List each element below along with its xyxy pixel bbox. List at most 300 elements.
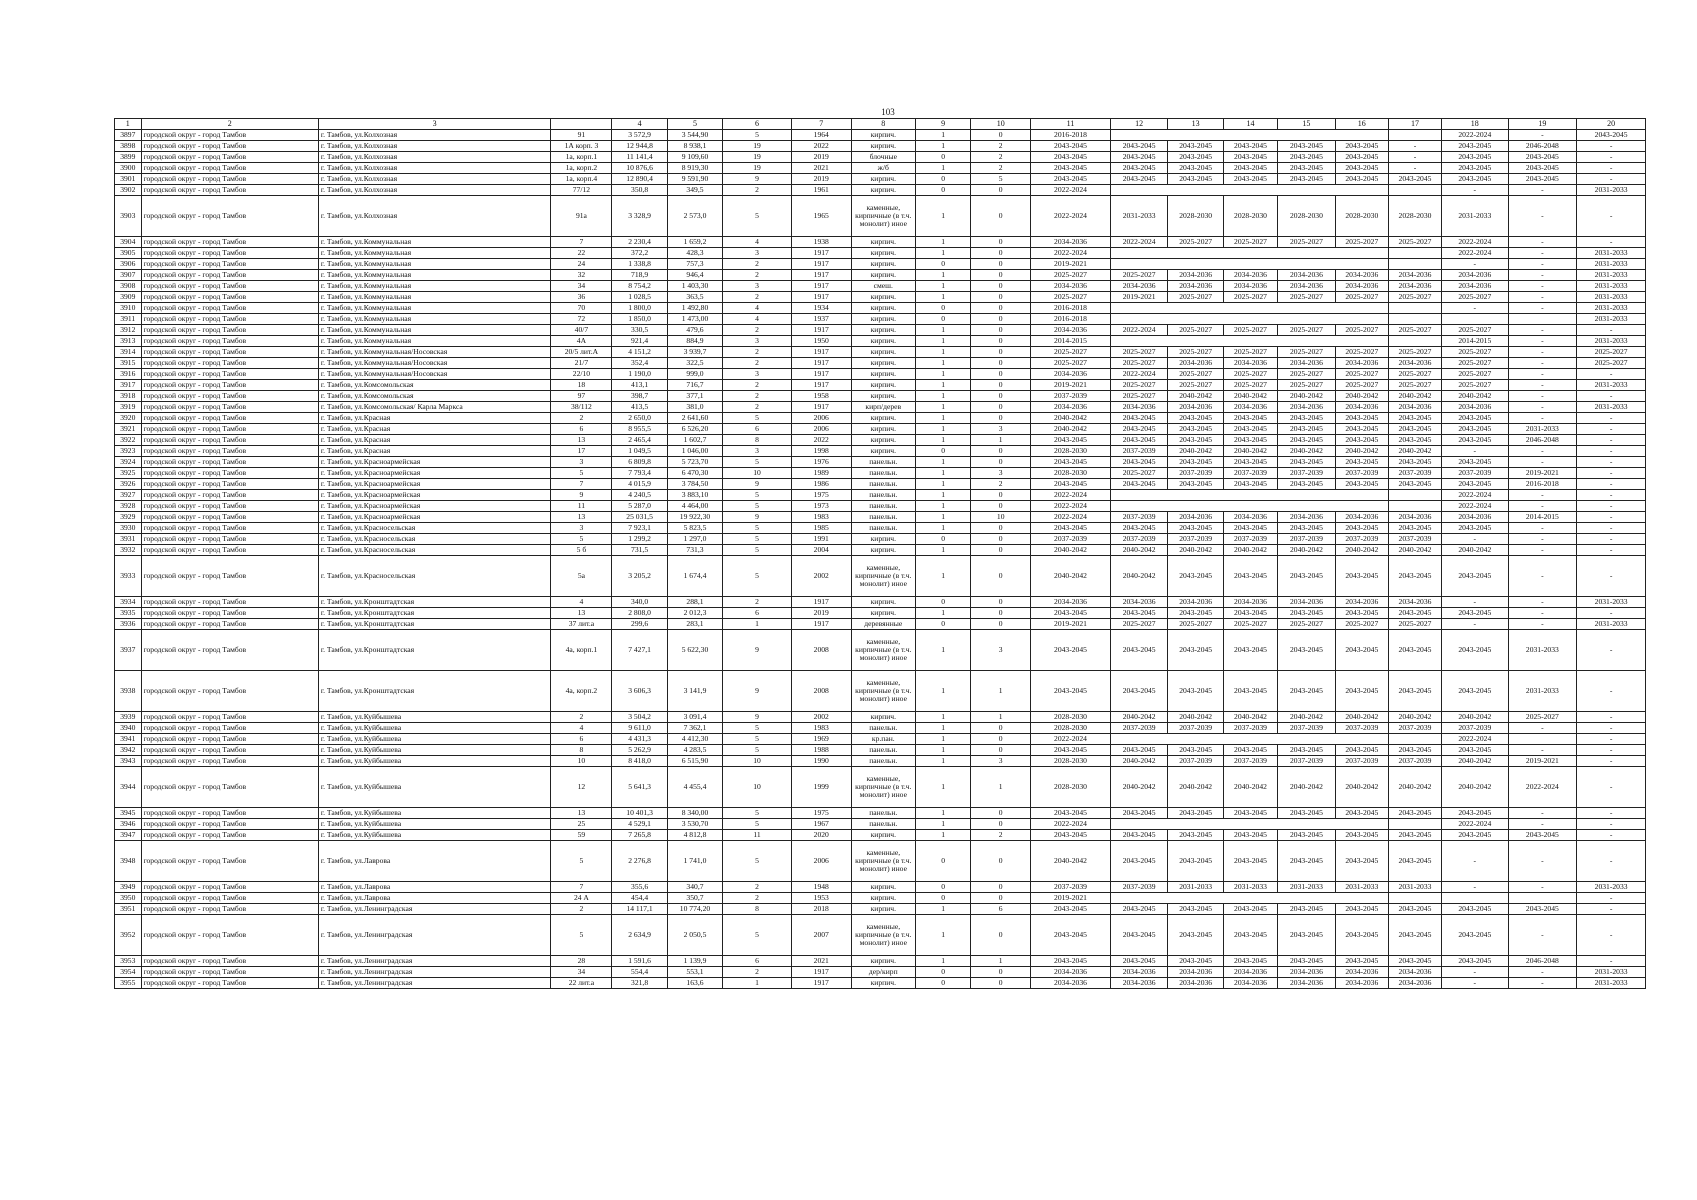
table-cell: 1	[915, 435, 970, 446]
table-cell: городской округ - город Тамбов	[141, 391, 318, 402]
table-cell: 2043-2045	[1442, 630, 1508, 671]
table-row	[115, 402, 1646, 413]
table-cell: 1	[915, 630, 970, 671]
table-cell: 1 800,0	[612, 303, 667, 314]
table-cell: 12 944,8	[612, 141, 667, 152]
table-row	[115, 767, 1646, 808]
table-cell: 2037-2039	[1168, 534, 1223, 545]
table-cell: 1	[915, 734, 970, 745]
table-cell: 2034-2036	[1031, 978, 1111, 989]
table-row	[115, 152, 1646, 163]
table-cell: 3901	[115, 174, 142, 185]
table-cell: 2043-2045	[1388, 413, 1441, 424]
table-cell: 2031-2033	[1442, 196, 1508, 237]
table-cell: 2043-2045	[1223, 630, 1277, 671]
table-cell: панельн.	[851, 756, 915, 767]
table-cell: 4а, корп.2	[551, 671, 612, 712]
housing-repair-schedule-table	[114, 118, 1646, 989]
table-cell: 2007	[791, 915, 851, 956]
table-cell: 2025-2027	[1335, 325, 1388, 336]
table-cell: 2043-2045	[1110, 956, 1168, 967]
table-cell: 2006	[791, 841, 851, 882]
table-cell: 2043-2045	[1335, 163, 1388, 174]
table-row	[115, 435, 1646, 446]
table-cell: 2046-2048	[1508, 435, 1577, 446]
table-cell: 4 283,5	[667, 745, 722, 756]
table-cell: 2034-2036	[1031, 237, 1111, 248]
table-cell: 1	[723, 619, 792, 630]
table-cell: 3944	[115, 767, 142, 808]
table-cell: 2028-2030	[1388, 196, 1441, 237]
table-cell: 3926	[115, 479, 142, 490]
table-cell: 1961	[791, 185, 851, 196]
table-cell	[1388, 893, 1441, 904]
table-cell: 2034-2036	[1110, 281, 1168, 292]
table-cell: 9	[723, 174, 792, 185]
table-cell: 1	[915, 904, 970, 915]
table-cell: 1950	[791, 336, 851, 347]
table-cell: 2043-2045	[1442, 424, 1508, 435]
table-cell	[1388, 819, 1441, 830]
table-cell: 7 427,1	[612, 630, 667, 671]
table-cell: 9	[723, 630, 792, 671]
table-cell: панельн.	[851, 512, 915, 523]
table-cell: 2043-2045	[1110, 523, 1168, 534]
table-cell: -	[1442, 967, 1508, 978]
table-cell: 2025-2027	[1278, 619, 1336, 630]
table-cell: 1	[915, 808, 970, 819]
table-cell: 7	[551, 237, 612, 248]
table-cell: 2037-2039	[1442, 723, 1508, 734]
table-cell: 2034-2036	[1388, 402, 1441, 413]
table-cell: 2025-2027	[1168, 347, 1223, 358]
table-cell: 2025-2027	[1031, 347, 1111, 358]
table-cell: 3946	[115, 819, 142, 830]
table-cell: 1	[915, 745, 970, 756]
table-cell: 5	[723, 545, 792, 556]
table-cell: 0	[971, 380, 1031, 391]
table-cell: 1а, корп.2	[551, 163, 612, 174]
table-cell: 2037-2039	[1168, 756, 1223, 767]
table-cell: 2040-2042	[1388, 712, 1441, 723]
table-cell: 6	[723, 424, 792, 435]
table-cell: панельн.	[851, 523, 915, 534]
table-cell: 3	[723, 336, 792, 347]
table-cell: городской округ - город Тамбов	[141, 893, 318, 904]
table-cell: 10	[971, 512, 1031, 523]
table-cell: 2043-2045	[1335, 608, 1388, 619]
table-cell: 1	[971, 435, 1031, 446]
table-cell: 2043-2045	[1278, 413, 1336, 424]
table-cell: 2043-2045	[1223, 424, 1277, 435]
table-cell: кирпич.	[851, 608, 915, 619]
table-cell: 1	[723, 978, 792, 989]
table-cell: 2 230,4	[612, 237, 667, 248]
table-cell: 1	[915, 915, 970, 956]
column-number: 6	[723, 119, 792, 130]
table-cell: 1917	[791, 281, 851, 292]
table-cell: 1 659,2	[667, 237, 722, 248]
table-cell: 2043-2045	[1442, 479, 1508, 490]
table-cell: 2031-2033	[1577, 380, 1646, 391]
table-row	[115, 314, 1646, 325]
table-cell: 2043-2045	[1278, 424, 1336, 435]
table-cell: 32	[551, 270, 612, 281]
table-cell: -	[1577, 608, 1646, 619]
table-cell: 3 205,2	[612, 556, 667, 597]
table-cell: -	[1577, 808, 1646, 819]
table-row	[115, 292, 1646, 303]
table-cell: 2040-2042	[1110, 756, 1168, 767]
table-cell: 21/7	[551, 358, 612, 369]
table-row	[115, 734, 1646, 745]
table-cell: 0	[971, 808, 1031, 819]
table-cell: 2043-2045	[1168, 904, 1223, 915]
table-cell: 2043-2045	[1223, 808, 1277, 819]
table-cell: 2019-2021	[1031, 893, 1111, 904]
table-cell: -	[1577, 196, 1646, 237]
table-cell: 2031-2033	[1278, 882, 1336, 893]
table-cell: 1991	[791, 534, 851, 545]
table-cell: 2025-2027	[1110, 619, 1168, 630]
table-cell: 1	[971, 671, 1031, 712]
table-cell: -	[1577, 479, 1646, 490]
table-cell: 2	[723, 597, 792, 608]
table-cell: -	[1577, 512, 1646, 523]
table-cell: 7 265,8	[612, 830, 667, 841]
table-cell: 2043-2045	[1278, 457, 1336, 468]
table-cell: 2043-2045	[1278, 915, 1336, 956]
table-row	[115, 358, 1646, 369]
table-cell: 2034-2036	[1388, 978, 1441, 989]
table-cell: 1	[915, 196, 970, 237]
table-cell: 6	[723, 608, 792, 619]
table-row	[115, 893, 1646, 904]
table-row	[115, 671, 1646, 712]
table-cell: городской округ - город Тамбов	[141, 314, 318, 325]
table-cell: 1988	[791, 745, 851, 756]
table-cell: кирпич.	[851, 597, 915, 608]
table-cell: 2043-2045	[1110, 630, 1168, 671]
table-cell: 2	[723, 402, 792, 413]
table-cell: 0	[971, 915, 1031, 956]
table-cell: 2037-2039	[1223, 534, 1277, 545]
table-row	[115, 369, 1646, 380]
table-cell: 2025-2027	[1442, 369, 1508, 380]
table-cell: 2034-2036	[1442, 512, 1508, 523]
merged-period-cell	[1110, 734, 1388, 745]
table-cell: 2034-2036	[1335, 597, 1388, 608]
table-cell: 2025-2027	[1508, 712, 1577, 723]
merged-period-cell	[1110, 185, 1388, 196]
table-cell: 2037-2039	[1388, 723, 1441, 734]
table-cell: 5 287,0	[612, 501, 667, 512]
table-cell: 2043-2045	[1031, 956, 1111, 967]
table-cell: 2043-2045	[1335, 841, 1388, 882]
table-cell: 3930	[115, 523, 142, 534]
table-cell: кирпич.	[851, 336, 915, 347]
table-cell: 0	[971, 556, 1031, 597]
table-cell: 19	[723, 152, 792, 163]
table-cell: 3933	[115, 556, 142, 597]
table-cell: 5	[723, 723, 792, 734]
table-cell: городской округ - город Тамбов	[141, 608, 318, 619]
table-cell: 1917	[791, 380, 851, 391]
table-cell: городской округ - город Тамбов	[141, 597, 318, 608]
table-cell: 3 530,70	[667, 819, 722, 830]
table-cell: г. Тамбов, ул.Куйбышева	[318, 734, 551, 745]
table-cell: городской округ - город Тамбов	[141, 196, 318, 237]
table-cell: 2025-2027	[1335, 369, 1388, 380]
table-cell: 1	[915, 479, 970, 490]
table-cell: 1917	[791, 597, 851, 608]
table-cell: городской округ - город Тамбов	[141, 819, 318, 830]
table-cell: 1917	[791, 248, 851, 259]
table-cell: -	[1577, 163, 1646, 174]
table-cell: 2043-2045	[1031, 174, 1111, 185]
table-cell: 2043-2045	[1442, 830, 1508, 841]
table-cell: городской округ - город Тамбов	[141, 259, 318, 270]
table-cell: г. Тамбов, ул.Колхозная	[318, 185, 551, 196]
table-cell: 0	[971, 237, 1031, 248]
table-cell: 2014-2015	[1508, 512, 1577, 523]
table-cell: каменные, кирпичные (в т.ч. монолит) иное	[851, 915, 915, 956]
table-cell: 718,9	[612, 270, 667, 281]
table-cell: 2043-2045	[1508, 152, 1577, 163]
table-row	[115, 130, 1646, 141]
table-cell: 6	[723, 956, 792, 967]
table-row	[115, 446, 1646, 457]
table-cell: 2040-2042	[1278, 712, 1336, 723]
table-cell: 2043-2045	[1388, 457, 1441, 468]
table-cell: 1917	[791, 978, 851, 989]
table-cell: 13	[551, 608, 612, 619]
table-cell: 5	[551, 841, 612, 882]
table-cell: 19	[723, 141, 792, 152]
table-cell: 2043-2045	[1031, 141, 1111, 152]
table-cell: 2025-2027	[1442, 325, 1508, 336]
table-cell: 2040-2042	[1031, 424, 1111, 435]
table-cell: 5 641,3	[612, 767, 667, 808]
table-cell: 716,7	[667, 380, 722, 391]
table-cell: 2022-2024	[1442, 490, 1508, 501]
table-cell: -	[1508, 336, 1577, 347]
table-cell: 3909	[115, 292, 142, 303]
table-cell: 2025-2027	[1278, 237, 1336, 248]
table-cell: г. Тамбов, ул.Коммунальная/Носовская	[318, 369, 551, 380]
table-cell: 1	[915, 956, 970, 967]
table-cell: -	[1577, 325, 1646, 336]
column-number: 18	[1442, 119, 1508, 130]
table-cell: 2043-2045	[1110, 424, 1168, 435]
table-cell: 0	[915, 893, 970, 904]
column-number: 8	[851, 119, 915, 130]
table-cell: 2034-2036	[1388, 512, 1441, 523]
table-cell: -	[1388, 141, 1441, 152]
table-cell: кирпич.	[851, 248, 915, 259]
table-cell: городской округ - город Тамбов	[141, 358, 318, 369]
table-cell: 3917	[115, 380, 142, 391]
table-cell: 2025-2027	[1335, 237, 1388, 248]
table-cell: 2031-2033	[1335, 882, 1388, 893]
table-cell: г. Тамбов, ул.Красносельская	[318, 534, 551, 545]
table-cell: 2043-2045	[1223, 830, 1277, 841]
table-row	[115, 523, 1646, 534]
table-cell: 2043-2045	[1278, 479, 1336, 490]
table-cell: 3918	[115, 391, 142, 402]
table-cell: 340,7	[667, 882, 722, 893]
table-cell: кирпич.	[851, 185, 915, 196]
table-row	[115, 380, 1646, 391]
table-cell: -	[1508, 402, 1577, 413]
table-cell: -	[1508, 248, 1577, 259]
table-cell: кирп/дерев	[851, 402, 915, 413]
table-cell: г. Тамбов, ул.Ленинградская	[318, 904, 551, 915]
table-cell: г. Тамбов, ул.Коммунальная	[318, 237, 551, 248]
table-cell: 10	[723, 756, 792, 767]
table-cell: 2019	[791, 152, 851, 163]
table-cell: 2	[971, 479, 1031, 490]
table-cell: г. Тамбов, ул.Коммунальная	[318, 270, 551, 281]
table-cell: 12	[551, 767, 612, 808]
table-cell: 6	[551, 734, 612, 745]
table-row	[115, 196, 1646, 237]
table-cell: 3910	[115, 303, 142, 314]
table-cell: -	[1577, 556, 1646, 597]
table-cell: 3931	[115, 534, 142, 545]
table-cell: 9 591,90	[667, 174, 722, 185]
table-cell: -	[1577, 830, 1646, 841]
table-cell: 2025-2027	[1110, 380, 1168, 391]
table-cell: -	[1577, 841, 1646, 882]
table-cell: 2043-2045	[1278, 904, 1336, 915]
table-cell: 2031-2033	[1223, 882, 1277, 893]
table-cell: 2028-2030	[1031, 723, 1111, 734]
table-cell: 2025-2027	[1442, 347, 1508, 358]
table-cell: 0	[971, 281, 1031, 292]
table-cell: 1 741,0	[667, 841, 722, 882]
table-cell: 2043-2045	[1110, 152, 1168, 163]
table-cell: 1 046,00	[667, 446, 722, 457]
table-cell: 6 809,8	[612, 457, 667, 468]
table-cell: 1	[915, 819, 970, 830]
table-cell: -	[1577, 956, 1646, 967]
table-cell: 1917	[791, 358, 851, 369]
table-row	[115, 712, 1646, 723]
table-cell: 2034-2036	[1335, 358, 1388, 369]
table-cell: 0	[915, 882, 970, 893]
table-cell: 2037-2039	[1278, 723, 1336, 734]
table-cell: 2034-2036	[1031, 597, 1111, 608]
table-cell: 2043-2045	[1508, 830, 1577, 841]
table-cell: 2025-2027	[1577, 358, 1646, 369]
table-row	[115, 967, 1646, 978]
table-cell: 2022-2024	[1442, 130, 1508, 141]
table-cell: городской округ - город Тамбов	[141, 904, 318, 915]
table-cell: 2043-2045	[1508, 174, 1577, 185]
table-cell: 1	[915, 545, 970, 556]
table-cell: г. Тамбов, ул.Коммунальная	[318, 303, 551, 314]
table-cell: г. Тамбов, ул.Кронштадтская	[318, 630, 551, 671]
table-row	[115, 830, 1646, 841]
table-cell: 0	[915, 303, 970, 314]
table-cell: -	[1577, 819, 1646, 830]
table-cell: -	[1577, 745, 1646, 756]
table-cell: городской округ - город Тамбов	[141, 336, 318, 347]
table-cell: 2043-2045	[1335, 904, 1388, 915]
table-cell: 5	[971, 174, 1031, 185]
table-cell: 2043-2045	[1442, 915, 1508, 956]
table-cell: 14 117,1	[612, 904, 667, 915]
table-cell: 2043-2045	[1110, 457, 1168, 468]
table-cell: 2040-2042	[1388, 767, 1441, 808]
table-row	[115, 608, 1646, 619]
table-cell: -	[1577, 545, 1646, 556]
table-cell	[1388, 303, 1441, 314]
table-cell: -	[1577, 523, 1646, 534]
table-cell: -	[1508, 501, 1577, 512]
table-cell: 5	[723, 556, 792, 597]
table-cell: -	[1577, 723, 1646, 734]
table-cell: 2025-2027	[1110, 391, 1168, 402]
table-cell: городской округ - город Тамбов	[141, 712, 318, 723]
table-cell: 0	[971, 413, 1031, 424]
table-cell: 2043-2045	[1335, 956, 1388, 967]
table-cell: 2043-2045	[1278, 174, 1336, 185]
table-cell: 10 401,3	[612, 808, 667, 819]
table-cell: 2043-2045	[1335, 808, 1388, 819]
table-cell: 1	[971, 767, 1031, 808]
table-cell: 5 723,70	[667, 457, 722, 468]
table-cell: 4 812,8	[667, 830, 722, 841]
table-cell: 2	[971, 152, 1031, 163]
table-cell: 3937	[115, 630, 142, 671]
table-cell: 2034-2036	[1168, 270, 1223, 281]
table-cell: 40/7	[551, 325, 612, 336]
table-cell: 0	[915, 152, 970, 163]
table-cell: -	[1508, 490, 1577, 501]
table-cell: 5	[723, 523, 792, 534]
table-cell: 5	[551, 534, 612, 545]
table-cell: 2043-2045	[1031, 479, 1111, 490]
table-row	[115, 468, 1646, 479]
table-cell: городской округ - город Тамбов	[141, 745, 318, 756]
table-cell: 2	[971, 163, 1031, 174]
table-cell: 2043-2045	[1335, 523, 1388, 534]
table-cell: 70	[551, 303, 612, 314]
table-cell: 1985	[791, 523, 851, 534]
table-cell: 1975	[791, 808, 851, 819]
table-cell: 2025-2027	[1168, 369, 1223, 380]
table-cell: 97	[551, 391, 612, 402]
table-cell: 1	[915, 141, 970, 152]
table-cell: -	[1442, 841, 1508, 882]
table-cell: каменные, кирпичные (в т.ч. монолит) иное	[851, 556, 915, 597]
table-cell: 2031-2033	[1577, 303, 1646, 314]
table-cell: 12 890,4	[612, 174, 667, 185]
table-cell: 2019-2021	[1031, 619, 1111, 630]
table-cell: г. Тамбов, ул.Красноармейская	[318, 468, 551, 479]
table-cell: кирпич.	[851, 413, 915, 424]
table-cell: 2025-2027	[1223, 292, 1277, 303]
table-cell: 2043-2045	[1278, 830, 1336, 841]
table-cell: 2040-2042	[1335, 446, 1388, 457]
table-cell: 2025-2027	[1223, 380, 1277, 391]
table-cell: городской округ - город Тамбов	[141, 292, 318, 303]
table-cell: 2043-2045	[1508, 904, 1577, 915]
column-number: 3	[318, 119, 551, 130]
table-cell: 3898	[115, 141, 142, 152]
